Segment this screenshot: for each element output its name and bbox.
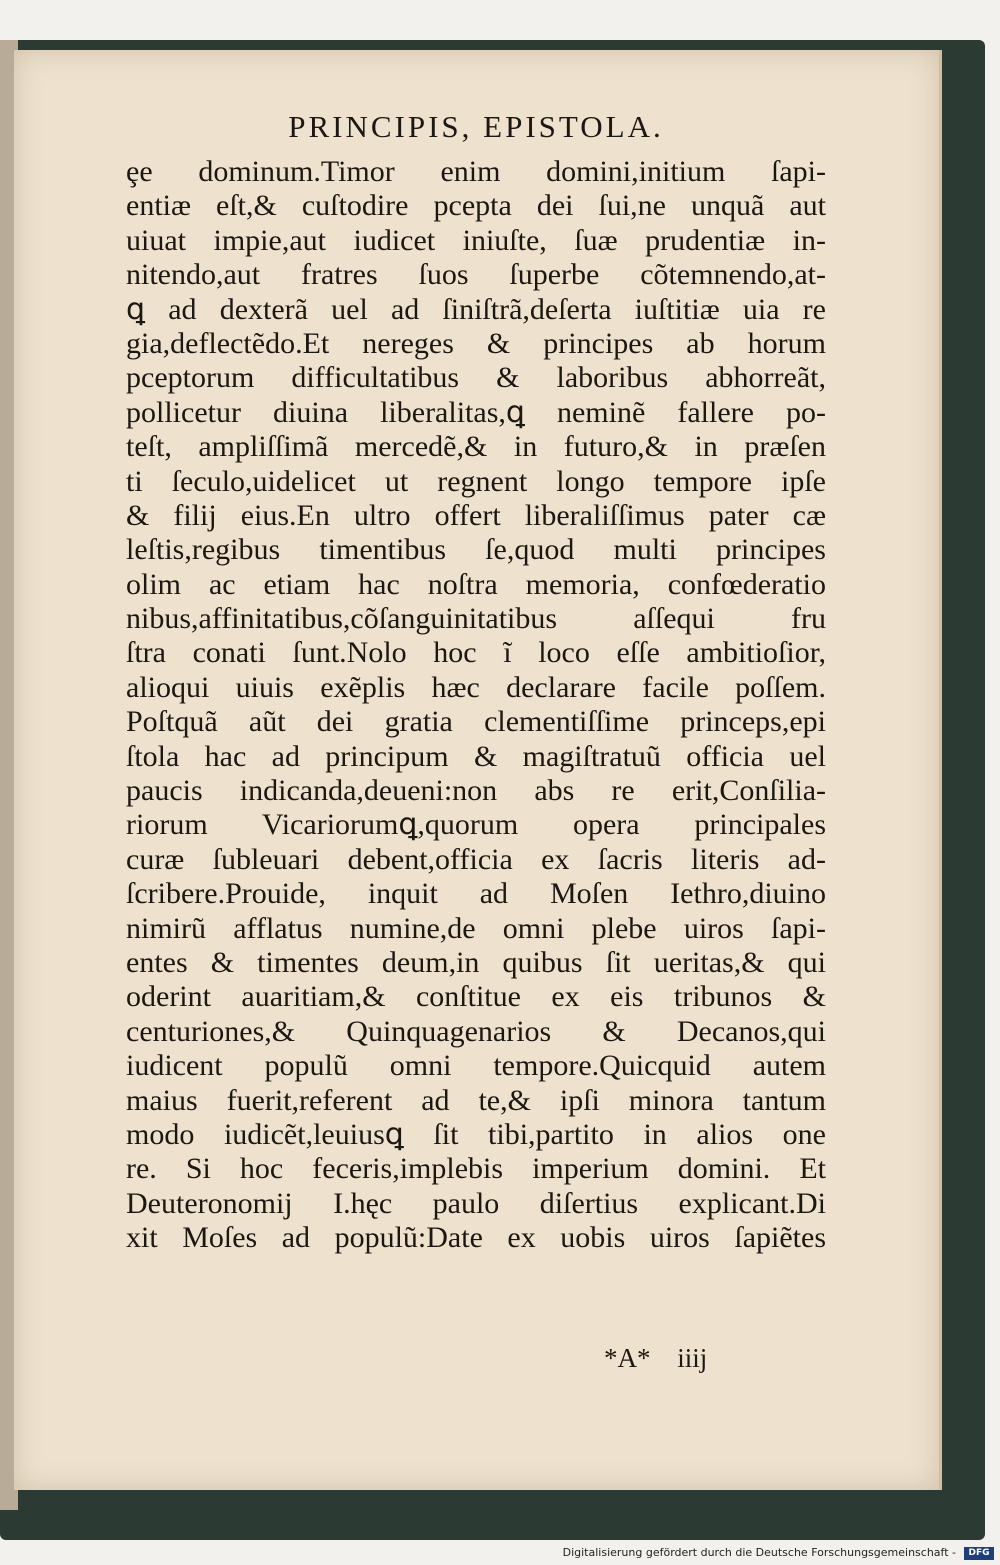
text-line: teſt, ampliſſimã mercedẽ,& in futuro,& in præſen: [126, 430, 826, 464]
text-line: Poſtquã aũt dei gratia clementiſſime princeps,epi: [126, 705, 826, 739]
text-line: curæ ſubleuari debent,officia ex ſacris literis ad-: [126, 842, 826, 876]
text-line: re. Si hoc feceris,implebis imperium domini. Et: [126, 1152, 826, 1186]
text-line: oderint auaritiam,& conſtitue ex eis tribunos &: [126, 980, 826, 1014]
text-line: maius fuerit,referent ad te,& ipſi minora tantum: [126, 1083, 826, 1117]
text-line: entiæ eſt,& cuſtodire pcepta dei ſui,ne unquã aut: [126, 189, 826, 223]
text-line: ſcribere.Prouide, inquit ad Moſen Iethro,diuino: [126, 877, 826, 911]
text-line: Deuteronomij I.hęc paulo diſertius explicant.Di: [126, 1186, 826, 1220]
page-text-block: [126, 107, 826, 1256]
text-line: & filij eius.En ultro offert liberaliſſimus pater cæ: [126, 498, 826, 532]
body-text: [126, 155, 826, 1256]
text-line: entes & timentes deum,in quibus ſit ueritas,& qui: [126, 945, 826, 979]
text-line: modo iudicẽt,leuiusꝗ ſit tibi,partito in alios one: [126, 1117, 826, 1151]
text-line: iudicent populũ omni tempore.Quicquid autem: [126, 1049, 826, 1083]
text-line: ȩe dominum.Timor enim domini,initium ſapi-: [126, 155, 826, 188]
text-line: gia,deflectẽdo.Et nereges & principes ab horum: [126, 326, 826, 360]
text-line: nimirũ afflatus numine,de omni plebe uiros ſapi-: [126, 911, 826, 945]
dfg-logo: DFG: [964, 1547, 994, 1560]
text-line: olim ac etiam hac noſtra memoria, confœderatio: [126, 567, 826, 601]
text-line: centuriones,& Quinquagenarios & Decanos,qui: [126, 1014, 826, 1048]
text-line: alioqui uiuis exẽplis hæc declarare facile poſſem.: [126, 670, 826, 704]
text-line: leſtis,regibus timentibus ſe,quod multi principes: [126, 533, 826, 567]
running-head: PRINCIPIS, EPISTOLA.: [288, 109, 664, 144]
text-line: ti ſeculo,uidelicet ut regnent longo tempore ipſe: [126, 464, 826, 498]
text-line: riorum Vicariorumꝗ,quorum opera principales: [126, 808, 826, 842]
text-line: uiuat impie,aut iudicet iniuſte, ſuæ prudentiæ in-: [126, 223, 826, 257]
text-line: nibus,affinitatibus,cõſanguinitatibus aſſequi fru: [126, 602, 826, 636]
text-line: ſtola hac ad principum & magiſtratuũ officia uel: [126, 739, 826, 773]
text-line: pollicetur diuina liberalitas,ꝗ neminẽ fallere po-: [126, 395, 826, 429]
text-line: paucis indicanda,deueni:non abs re erit,Conſilia-: [126, 774, 826, 808]
text-line: pceptorum difficultatibus & laboribus abhorreãt,: [126, 361, 826, 395]
text-line: xit Moſes ad populũ:Date ex uobis uiros ſapiẽtes: [126, 1221, 826, 1255]
text-line: nitendo,aut fratres ſuos ſuperbe cõtemnendo,at-: [126, 258, 826, 292]
book-page: [14, 50, 942, 1490]
signature-mark: *A* iiij: [604, 1343, 708, 1373]
text-line: ſtra conati ſunt.Nolo hoc ĩ loco eſſe ambitioſior,: [126, 636, 826, 670]
text-line: ꝗ ad dexterã uel ad ſiniſtrã,deſerta iuſtitiæ uia re: [126, 292, 826, 326]
digitization-credit: Digitalisierung gefördert durch die Deutsche Forschungsgemeinschaft -: [562, 1546, 956, 1559]
